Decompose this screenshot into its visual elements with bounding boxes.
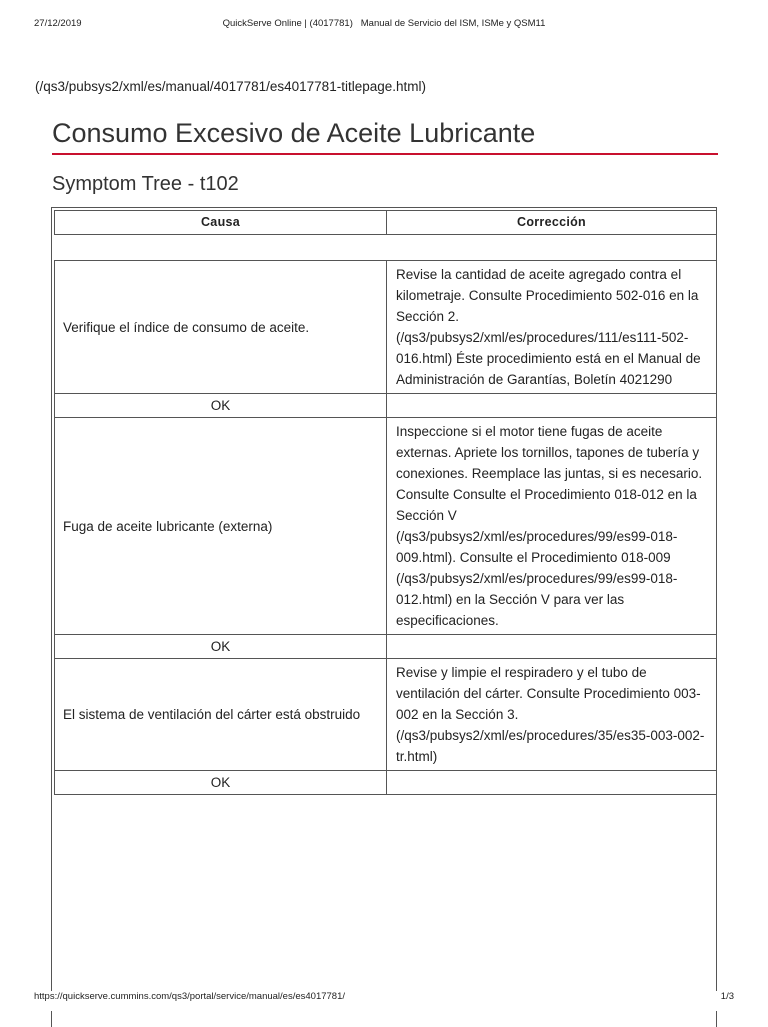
ok-empty-cell	[387, 771, 717, 795]
column-header-correction: Corrección	[387, 211, 717, 235]
ok-row	[55, 771, 717, 795]
table-header-row	[55, 211, 717, 235]
correction-cell: Revise la cantidad de aceite agregado contra el kilometraje. Consulte Procedimiento 502-016 en la Sección 2. (/qs3/pubsys2/xml/es/procedures/111/es111-502-016.html) Éste procedimiento está en el Manual de Administración de Garantías, Boletín 4021290	[387, 261, 717, 394]
symptom-tree-table	[54, 210, 717, 795]
column-header-cause: Causa	[55, 211, 387, 235]
table-row	[55, 418, 717, 635]
print-footer	[0, 991, 768, 1011]
table-row	[55, 659, 717, 771]
ok-empty-cell	[387, 394, 717, 418]
titlepage-link[interactable]: (/qs3/pubsys2/xml/es/manual/4017781/es4017781-titlepage.html)	[35, 79, 426, 94]
table-spacer-row	[55, 235, 717, 261]
table-row	[55, 261, 717, 394]
ok-row	[55, 394, 717, 418]
symptom-tree-frame	[51, 207, 717, 1027]
symptom-tree-title: Symptom Tree - t102	[52, 173, 239, 195]
ok-label: OK	[55, 394, 387, 418]
ok-label: OK	[55, 635, 387, 659]
ok-row	[55, 635, 717, 659]
page-number: 1/3	[720, 991, 734, 1002]
print-document-title: QuickServe Online | (4017781) Manual de Servicio del ISM, ISMe y QSM11	[222, 18, 546, 29]
page-url: https://quickserve.cummins.com/qs3/portal/service/manual/es/es4017781/	[34, 991, 346, 1002]
correction-cell: Revise y limpie el respiradero y el tubo de ventilación del cárter. Consulte Procedimiento 003-002 en la Sección 3. (/qs3/pubsys2/xml/es/procedures/35/es35-003-002-tr.html)	[387, 659, 717, 771]
cause-cell: Verifique el índice de consumo de aceite.	[55, 261, 387, 394]
correction-cell: Inspeccione si el motor tiene fugas de aceite externas. Apriete los tornillos, tapones de tubería y conexiones. Reemplace las juntas, si es necesario. Consulte Consulte el Procedimiento 018-012 en la Sección V (/qs3/pubsys2/xml/es/procedures/99/es99-018-009.html). Consulte el Procedimiento 018-009 (/qs3/pubsys2/xml/es/procedures/99/es99-018-012.html) en la Sección V para ver las especificaciones.	[387, 418, 717, 635]
print-date: 27/12/2019	[34, 18, 82, 29]
page-title: Consumo Excesivo de Aceite Lubricante	[52, 118, 718, 155]
ok-label: OK	[55, 771, 387, 795]
cause-cell: Fuga de aceite lubricante (externa)	[55, 418, 387, 635]
ok-empty-cell	[387, 635, 717, 659]
cause-cell: El sistema de ventilación del cárter está obstruido	[55, 659, 387, 771]
